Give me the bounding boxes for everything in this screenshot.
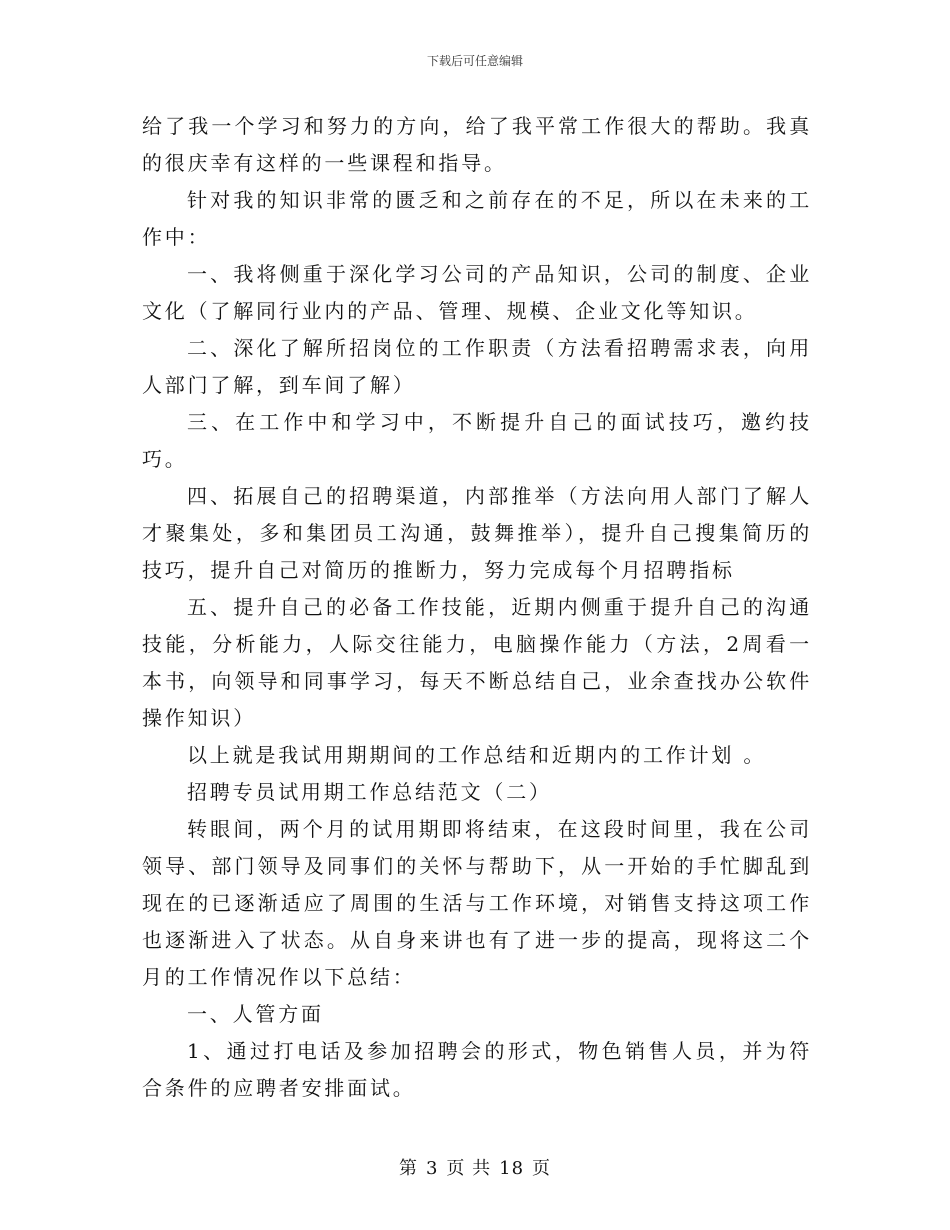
section-heading: 招聘专员试用期工作总结范文（二） [187,780,552,804]
paragraph: 二、深化了解所招岗位的工作职责（方法看招聘需求表，向用人部门了解，到车间了解） [142,336,812,397]
paragraph: 四、拓展自己的招聘渠道，内部推举（方法向用人部门了解人才聚集处，多和集团员工沟通，鼓舞推举），提升自己搜集简历的技巧，提升自己对简历的推断力，努力完成每个月招聘指标 [142,484,812,582]
footer-middle: 页 共 [446,1158,492,1179]
paragraph: 以上就是我试用期期间的工作总结和近期内的工作计划 。 [187,743,767,767]
paragraph: 三、在工作中和学习中，不断提升自己的面试技巧，邀约技巧。 [142,410,812,471]
paragraph: 一、我将侧重于深化学习公司的产品知识，公司的制度、企业文化（了解同行业内的产品、管理、规模、企业文化等知识。 [142,262,812,323]
page-number-footer [0,1154,950,1180]
total-page-count: 18 [499,1158,525,1179]
paragraph: 五、提升自己的必备工作技能，近期内侧重于提升自己的沟通技能，分析能力，人际交往能力，电脑操作能力（方法，2周看一本书，向领导和同事学习，每天不断总结自己，业余查找办公软件操作知识） [142,595,812,730]
footer-suffix: 页 [532,1158,552,1179]
current-page-number: 3 [425,1158,439,1179]
paragraph: 针对我的知识非常的匮乏和之前存在的不足，所以在未来的工作中： [142,188,812,249]
paragraph: 转眼间，两个月的试用期即将结束，在这段时间里，我在公司领导、部门领导及同事们的关怀与帮助下，从一开始的手忙脚乱到现在的已逐渐适应了周围的生活与工作环境，对销售支持这项工作也逐渐进入了状态。从自身来讲也有了进一步的提高，现将这二个月的工作情况作以下总结： [142,817,812,989]
document-body [142,108,812,1107]
paragraph: 1、通过打电话及参加招聘会的形式，物色销售人员，并为符合条件的应聘者安排面试。 [142,1039,812,1100]
footer-prefix: 第 [398,1158,418,1179]
subsection-heading: 一、人管方面 [187,1002,324,1026]
paragraph: 给了我一个学习和努力的方向，给了我平常工作很大的帮助。我真的很庆幸有这样的一些课程和指导。 [142,114,812,175]
page-header-note: 下载后可任意编辑 [426,54,523,68]
